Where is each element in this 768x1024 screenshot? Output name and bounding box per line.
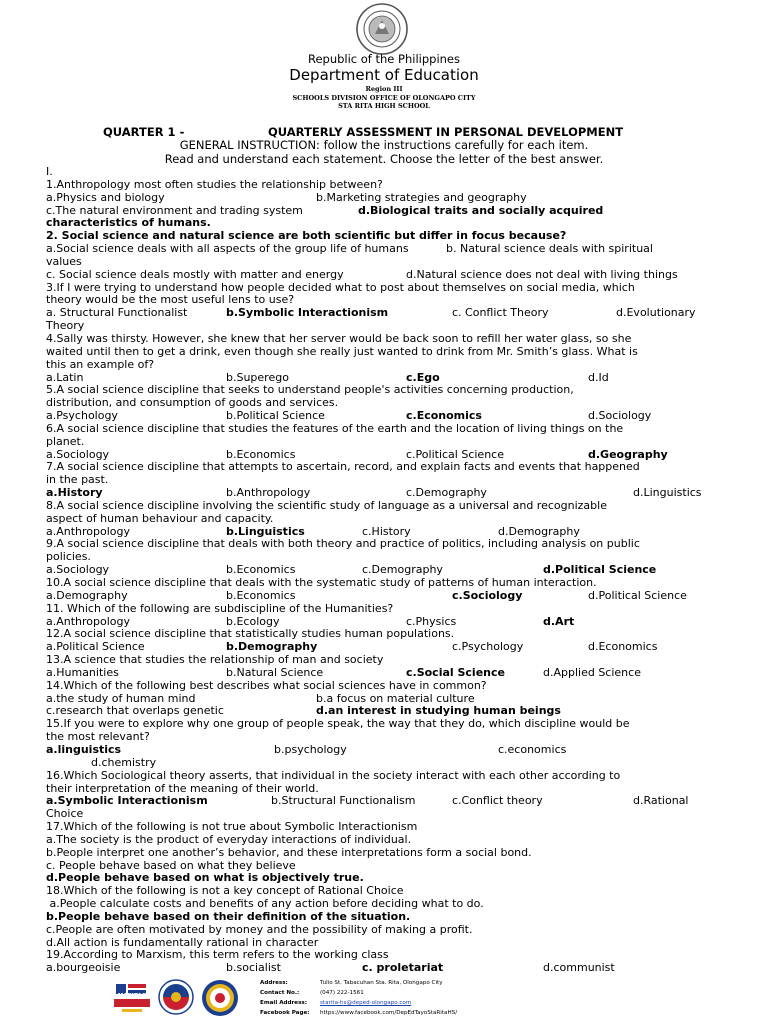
choice-a-answer: a.History	[46, 486, 103, 500]
question-stem-cont: in the past.	[46, 473, 109, 487]
question-stem: 1.Anthropology most often studies the relationship between?	[46, 177, 383, 191]
choice-d: d.Rational	[633, 794, 689, 808]
question-stem: 11. Which of the following are subdiscipline of the Humanities?	[46, 601, 394, 615]
section-label: I.	[46, 165, 53, 178]
question-stem-cont: waited until then to get a drink, even though she really just wanted to drink from Mr. Smith’s glass. What is	[46, 344, 638, 358]
choice-d: d.Linguistics	[633, 486, 702, 500]
choice-b: b.Political Science	[226, 409, 325, 423]
choice-b: b. Natural science deals with spiritual	[446, 242, 653, 256]
question-stem: 17.Which of the following is not true about Symbolic Interactionism	[46, 820, 418, 834]
choice-a: a.Physics and biology	[46, 190, 165, 204]
quarter-label: QUARTER 1 -	[103, 125, 185, 139]
choice-b: b.People interpret one another’s behavior, and these interpretations form a social bond.	[46, 845, 532, 859]
choice-d-cont: Choice	[46, 807, 84, 821]
choice-c: c.Demography	[362, 563, 443, 577]
choice-d: d.chemistry	[91, 755, 157, 769]
choice-a: a.People calculate costs and benefits of any action before deciding what to do.	[46, 897, 484, 911]
choice-c-answer: c.Economics	[406, 409, 482, 423]
choice-a: a.Humanities	[46, 665, 119, 679]
choice-row	[46, 667, 726, 680]
question-stem: 8.A social science discipline involving the scientific study of language as a universal and recognizable	[46, 498, 607, 512]
choice-d-cont: Theory	[46, 319, 85, 333]
contact-value: (047) 222-1561	[320, 990, 364, 996]
choice-c: c.economics	[498, 742, 567, 756]
bagong-pilipinas-logo-icon	[157, 978, 195, 1016]
division-heading: SCHOOLS DIVISION OFFICE OF OLONGAPO CITY	[292, 94, 476, 102]
choice-b-answer: b.People behave based on their definition of the situation.	[46, 909, 411, 923]
choice-a: a.bourgeoisie	[46, 961, 121, 975]
choice-c-answer: c.Social Science	[406, 665, 505, 679]
choice-c: c. Social science deals mostly with matter and energy	[46, 267, 344, 281]
choice-b-answer: b.Linguistics	[226, 524, 305, 538]
choice-d-answer: d.People behave based on what is objectively true.	[46, 871, 364, 885]
choice-a-answer: a.Symbolic Interactionism	[46, 794, 208, 808]
question-stem: 5.A social science discipline that seeks to understand people's activities concerning production,	[46, 383, 574, 397]
choice-d-answer-cont: characteristics of humans.	[46, 216, 211, 230]
choice-a: a.Anthropology	[46, 524, 131, 538]
choice-c: c.Demography	[406, 486, 487, 500]
choice-row	[46, 192, 726, 205]
matatag-label: MATATAG	[117, 993, 147, 999]
choice-a: a.Social science deals with all aspects of the group life of humans	[46, 242, 409, 256]
contact-info	[260, 978, 457, 1018]
question-stem-cont: planet.	[46, 434, 85, 448]
choice-d-answer: d.Geography	[588, 447, 668, 461]
choice-c: c.Psychology	[452, 640, 524, 654]
question-stem-cont: this an example of?	[46, 357, 155, 371]
choice-c: c. People behave based on what they believe	[46, 858, 296, 872]
choice-a: a.Anthropology	[46, 614, 131, 628]
choice-row	[46, 269, 726, 282]
choice-c: c.Conflict theory	[452, 794, 543, 808]
choice-row	[46, 590, 726, 603]
question-stem: 2. Social science and natural science are both scientific but differ in focus because?	[46, 229, 567, 243]
question-list	[46, 166, 726, 975]
question-stem: 19.According to Marxism, this term refers to the working class	[46, 948, 389, 962]
choice-b: b.Anthropology	[226, 486, 311, 500]
choice-a: a. Structural Functionalist	[46, 306, 188, 320]
choice-a: a.the study of human mind	[46, 691, 196, 705]
question-stem-cont: their interpretation of the meaning of their world.	[46, 781, 319, 795]
choice-b: b.socialist	[226, 961, 281, 975]
choice-d: d.Economics	[588, 640, 658, 654]
choice-b: b.psychology	[274, 742, 347, 756]
choice-a: a.Demography	[46, 588, 128, 602]
choice-a: a.Political Science	[46, 640, 145, 654]
question-stem-cont: aspect of human behaviour and capacity.	[46, 511, 274, 525]
question-stem-cont: theory would be the most useful lens to use?	[46, 293, 295, 307]
deped-seal-icon	[354, 2, 410, 56]
footer	[0, 972, 768, 1024]
choice-c-answer: c.Sociology	[452, 588, 523, 602]
choice-row	[46, 243, 726, 256]
choice-d-answer: d.Biological traits and socially acquired	[358, 203, 604, 217]
choice-d: d.All action is fundamentally rational in character	[46, 935, 319, 949]
choice-b: b.Natural Science	[226, 665, 324, 679]
choice-b-answer: b.Demography	[226, 640, 318, 654]
facebook-label: Facebook Page:	[260, 1010, 310, 1016]
choice-d: d.Id	[588, 370, 609, 384]
general-instruction: GENERAL INSTRUCTION: follow the instructions carefully for each item.	[179, 138, 589, 152]
choice-row	[46, 487, 726, 500]
choice-b: b.Marketing strategies and geography	[316, 190, 527, 204]
region-heading: Region III	[365, 85, 403, 93]
school-seal-icon	[200, 978, 240, 1018]
question-stem: 3.If I were trying to understand how people decided what to post about themselves on social media, which	[46, 280, 635, 294]
choice-c: c.The natural environment and trading system	[46, 203, 303, 217]
question-stem-cont: distribution, and consumption of goods and services.	[46, 396, 339, 410]
choice-b: b.a focus on material culture	[316, 691, 475, 705]
choice-c: c.research that overlaps genetic	[46, 704, 224, 718]
question-stem: 6.A social science discipline that studies the features of the earth and the location of living things on the	[46, 421, 624, 435]
choice-c: c.History	[362, 524, 411, 538]
choice-b: b.Economics	[226, 447, 296, 461]
choice-d: d.Applied Science	[543, 665, 641, 679]
choice-d-answer: d.Political Science	[543, 563, 657, 577]
question-stem: 12.A social science discipline that statistically studies human populations.	[46, 627, 455, 641]
choice-d: d.Demography	[498, 524, 580, 538]
choice-d: d.Sociology	[588, 409, 652, 423]
choice-a: a.Psychology	[46, 409, 118, 423]
choice-row	[46, 410, 726, 423]
choice-b: b.Economics	[226, 563, 296, 577]
department-heading: Department of Education	[289, 66, 479, 84]
read-instruction: Read and understand each statement. Choose the letter of the best answer.	[164, 152, 604, 166]
choice-row	[46, 795, 726, 808]
choice-c: c.Political Science	[406, 447, 504, 461]
choice-b: b.Superego	[226, 370, 289, 384]
question-stem: 15.If you were to explore why one group of people speak, the way that they do, which discipline would be	[46, 717, 630, 731]
choice-a: a.Sociology	[46, 447, 110, 461]
question-stem-cont: policies.	[46, 550, 91, 564]
address-value: Tulio St. Tabacuhan Sta. Rita, Olongapo City	[320, 980, 443, 986]
choice-d: d.Evolutionary	[616, 306, 696, 320]
choice-b: b.Structural Functionalism	[271, 794, 416, 808]
choice-d-answer: d.Art	[543, 614, 575, 628]
choice-d-answer: d.an interest in studying human beings	[316, 704, 561, 718]
question-stem: 16.Which Sociological theory asserts, that individual in the society interact with each other according to	[46, 768, 621, 782]
choice-a: a.Latin	[46, 370, 84, 384]
question-stem: 4.Sally was thirsty. However, she knew that her server would be back soon to refill her water glass, so she	[46, 331, 632, 345]
question-stem: 18.Which of the following is not a key concept of Rational Choice	[46, 884, 404, 898]
contact-label: Contact No.:	[260, 990, 300, 996]
facebook-link[interactable]: https://www.facebook.com/DepEdTayoStaRitaHS/	[320, 1010, 458, 1016]
question-stem-cont: the most relevant?	[46, 730, 150, 744]
email-link[interactable]: starita-hs@deped-olongapo.com	[320, 1000, 412, 1006]
choice-a: a.Sociology	[46, 563, 110, 577]
choice-b: b.Economics	[226, 588, 296, 602]
choice-row	[46, 307, 726, 320]
choice-c: c.Physics	[406, 614, 457, 628]
choice-c-answer: c.Ego	[406, 370, 440, 384]
choice-c-answer: c. proletariat	[362, 961, 444, 975]
school-heading: STA RITA HIGH SCHOOL	[338, 102, 430, 110]
choice-d: d.communist	[543, 961, 615, 975]
email-label: Email Address:	[260, 1000, 307, 1006]
question-stem: 10.A social science discipline that deals with the systematic study of patterns of human interaction.	[46, 576, 597, 589]
choice-b-answer: b.Symbolic Interactionism	[226, 306, 389, 320]
choice-b-cont: values	[46, 254, 82, 268]
choice-row	[46, 744, 726, 757]
republic-heading: Republic of the Philippines	[307, 52, 461, 66]
choice-d: d.Natural science does not deal with living things	[406, 267, 678, 281]
question-stem: 7.A social science discipline that attempts to ascertain, record, and explain facts and events that happened	[46, 460, 640, 474]
address-label: Address:	[260, 980, 288, 986]
choice-a-answer: a.linguistics	[46, 742, 122, 756]
assessment-title: QUARTERLY ASSESSMENT IN PERSONAL DEVELOPMENT	[268, 125, 624, 139]
choice-d: d.Political Science	[588, 588, 687, 602]
question-stem: 14.Which of the following best describes what social sciences have in common?	[46, 678, 487, 692]
question-stem: 9.A social science discipline that deals with both theory and practice of politics, including analysis on public	[46, 537, 640, 551]
choice-row	[46, 757, 726, 770]
choice-b: b.Ecology	[226, 614, 280, 628]
choice-a: a.The society is the product of everyday interactions of individual.	[46, 832, 412, 846]
choice-c: c. Conflict Theory	[452, 306, 549, 320]
choice-c: c.People are often motivated by money and the possibility of making a profit.	[46, 922, 473, 936]
question-stem: 13.A science that studies the relationship of man and society	[46, 653, 384, 667]
